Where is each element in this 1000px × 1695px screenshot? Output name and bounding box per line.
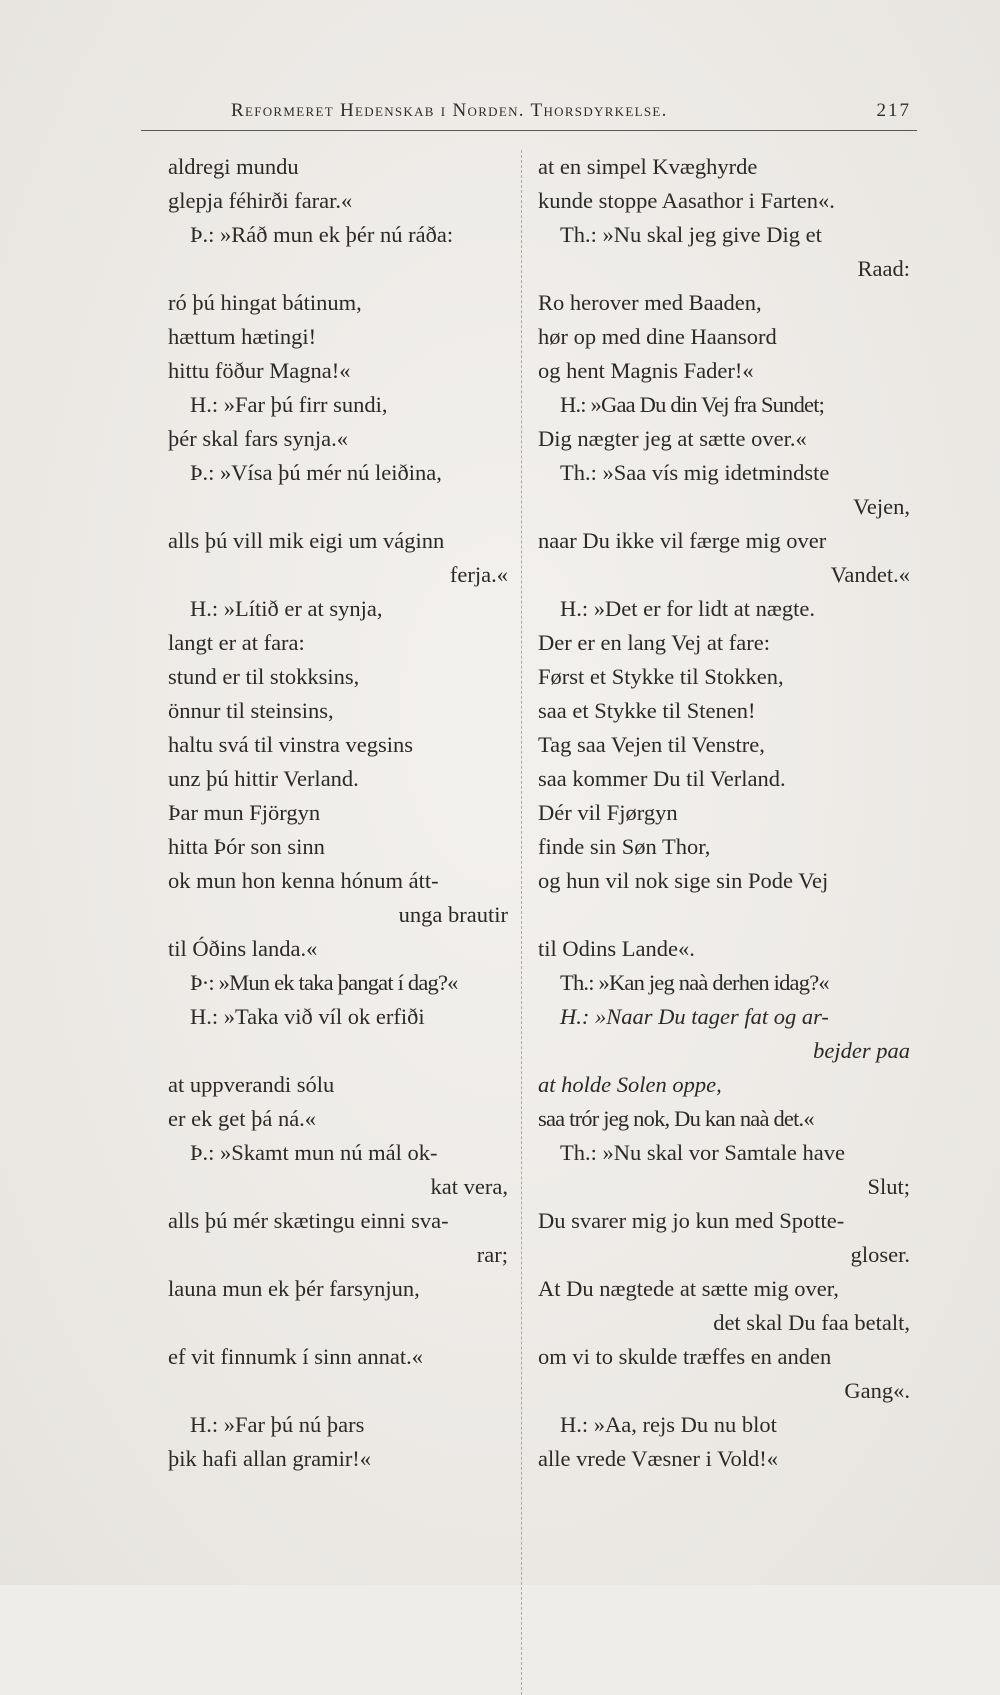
translation-line xyxy=(538,898,910,932)
translation-line: saa trór jeg nok, Du kan naà det.« xyxy=(538,1106,814,1131)
speaker-line: H.: »Far þú firr sundi, xyxy=(190,392,388,417)
verse-line-continuation: kat vera, xyxy=(430,1174,508,1199)
header-rule xyxy=(141,130,917,131)
verse-line: önnur til steinsins, xyxy=(168,698,334,723)
page-number: 217 xyxy=(876,100,911,121)
translation-line: Der er en lang Vej at fare: xyxy=(538,630,770,655)
speaker-line: H.: »Aa, rejs Du nu blot xyxy=(560,1412,777,1437)
verse-line: Þar mun Fjörgyn xyxy=(168,800,321,825)
verse-line: unz þú hittir Verland. xyxy=(168,766,359,791)
translation-line: og hun vil nok sige sin Pode Vej xyxy=(538,868,829,893)
translation-line: om vi to skulde træffes en anden xyxy=(538,1344,832,1369)
translation-line: Først et Stykke til Stokken, xyxy=(538,664,784,689)
verse-line: þér skal fars synja.« xyxy=(168,426,348,451)
verse-line: þik hafi allan gramir!« xyxy=(168,1446,372,1471)
speaker-line: H.: »Taka við víl ok erfiði xyxy=(190,1004,425,1029)
verse-line: hitta Þór son sinn xyxy=(168,834,325,859)
translation-line: finde sin Søn Thor, xyxy=(538,834,711,859)
verse-line: alls þú vill mik eigi um váginn xyxy=(168,528,445,553)
speaker-line: Þ.: »Vísa þú mér nú leiðina, xyxy=(190,460,442,485)
translation-line: at en simpel Kvæghyrde xyxy=(538,154,758,179)
verse-line: at uppverandi sólu xyxy=(168,1072,335,1097)
speaker-line: H.: »Gaa Du din Vej fra Sundet; xyxy=(560,392,825,417)
running-header xyxy=(231,100,911,130)
translation-line: Ro herover med Baaden, xyxy=(538,290,762,315)
verse-line xyxy=(168,1034,508,1068)
verse-line: glepja féhirði farar.« xyxy=(168,188,353,213)
verse-line: launa mun ek þér farsynjun, xyxy=(168,1276,420,1301)
translation-line: hør op med dine Haansord xyxy=(538,324,777,349)
verse-line: alls þú mér skætingu einni sva- xyxy=(168,1208,449,1233)
translation-line-continuation: gloser. xyxy=(850,1242,910,1267)
translation-line-continuation: Vandet.« xyxy=(830,562,910,587)
translation-line: Dig nægter jeg at sætte over.« xyxy=(538,426,807,451)
verse-line: haltu svá til vinstra vegsins xyxy=(168,732,413,757)
verse-line: til Óðins landa.« xyxy=(168,936,318,961)
translation-line: Dér vil Fjørgyn xyxy=(538,800,678,825)
verse-line xyxy=(168,1306,508,1340)
speaker-line: Th.: »Nu skal jeg give Dig et xyxy=(560,222,822,247)
verse-line-continuation: unga brautir xyxy=(398,902,508,927)
translation-line-continuation: Slut; xyxy=(867,1174,910,1199)
translation-line-italic: at holde Solen oppe, xyxy=(538,1072,722,1097)
verse-line: stund er til stokksins, xyxy=(168,664,360,689)
speaker-line: H.: »Far þú nú þars xyxy=(190,1412,365,1437)
speaker-line: Þ·: »Mun ek taka þangat í dag?« xyxy=(190,970,458,995)
verse-line-continuation: rar; xyxy=(476,1242,508,1267)
translation-line: til Odins Lande«. xyxy=(538,936,695,961)
verse-line xyxy=(168,1374,508,1408)
translation-line: alle vrede Væsner i Vold!« xyxy=(538,1446,778,1471)
verse-line: ok mun hon kenna hónum átt- xyxy=(168,868,439,893)
translation-line-italic: bejder paa xyxy=(813,1038,910,1063)
translation-line-continuation: det skal Du faa betalt, xyxy=(713,1310,910,1335)
verse-line: aldregi mundu xyxy=(168,154,299,179)
translation-line: naar Du ikke vil færge mig over xyxy=(538,528,827,553)
speaker-line: Th.: »Nu skal vor Samtale have xyxy=(560,1140,845,1165)
speaker-line: Þ.: »Skamt mun nú mál ok- xyxy=(190,1140,438,1165)
verse-line: ef vit finnumk í sinn annat.« xyxy=(168,1344,423,1369)
translation-line-continuation: Gang«. xyxy=(844,1378,910,1403)
translation-line-continuation: Raad: xyxy=(857,256,910,281)
speaker-line: Th.: »Kan jeg naà derhen idag?« xyxy=(560,970,829,995)
speaker-line: H.: »Det er for lidt at nægte. xyxy=(560,596,815,621)
column-divider xyxy=(521,150,522,1695)
verse-line: hættum hætingi! xyxy=(168,324,317,349)
verse-line: er ek get þá ná.« xyxy=(168,1106,317,1131)
verse-line xyxy=(168,490,508,524)
translation-line: At Du nægtede at sætte mig over, xyxy=(538,1276,839,1301)
running-title: Reformeret Hedenskab i Norden. Thorsdyrkelse. xyxy=(231,100,668,121)
translation-line: saa et Stykke til Stenen! xyxy=(538,698,756,723)
translation-line: saa kommer Du til Verland. xyxy=(538,766,786,791)
speaker-line: H.: »Lítið er at synja, xyxy=(190,596,383,621)
verse-line xyxy=(168,252,508,286)
verse-line-continuation: ferja.« xyxy=(449,562,508,587)
verse-line: langt er at fara: xyxy=(168,630,305,655)
speaker-line: Th.: »Saa vís mig idetmindste xyxy=(560,460,830,485)
translation-line-continuation: Vejen, xyxy=(853,494,910,519)
translation-line: kunde stoppe Aasathor i Farten«. xyxy=(538,188,835,213)
speaker-line-italic: H.: »Naar Du tager fat og ar- xyxy=(560,1004,829,1029)
translation-line: og hent Magnis Fader!« xyxy=(538,358,754,383)
verse-line: hittu föður Magna!« xyxy=(168,358,351,383)
translation-line: Tag saa Vejen til Venstre, xyxy=(538,732,765,757)
speaker-line: Þ.: »Ráð mun ek þér nú ráða: xyxy=(190,222,454,247)
verse-line: ró þú hingat bátinum, xyxy=(168,290,362,315)
translation-line: Du svarer mig jo kun med Spotte- xyxy=(538,1208,845,1233)
